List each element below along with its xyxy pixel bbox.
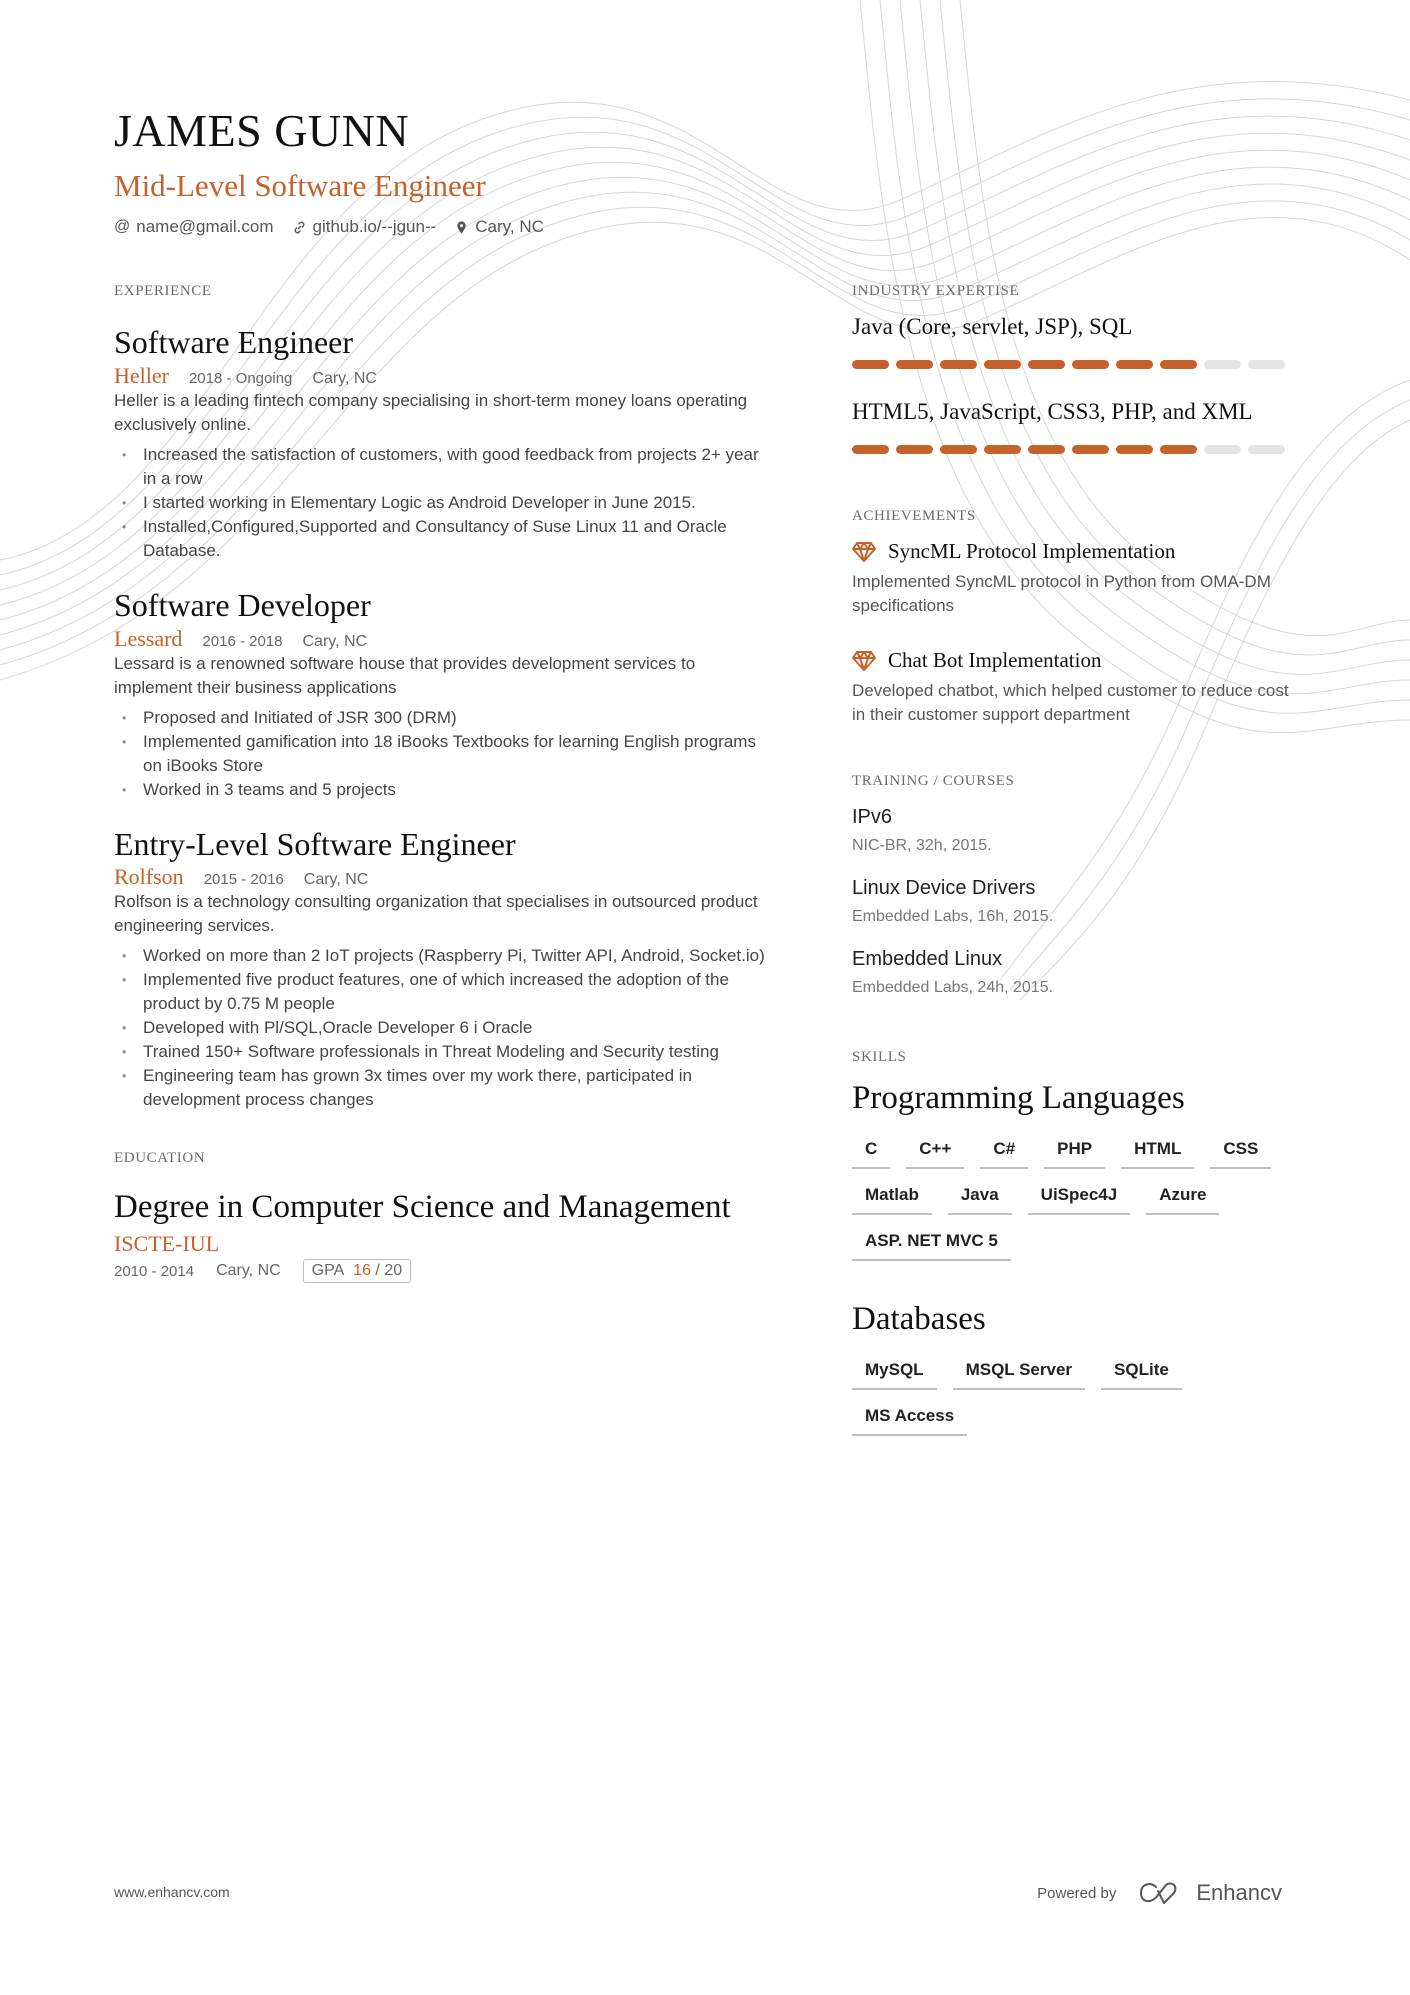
gpa-separator: /: [370, 1262, 385, 1280]
achievement-item: [852, 539, 1292, 618]
job-title: Software Developer: [114, 586, 371, 623]
left-column: [114, 283, 774, 1283]
job-title: Entry-Level Software Engineer: [114, 825, 516, 862]
bullet-item: • Worked on more than 2 IoT projects (Raspberry Pi, Twitter API, Android, Socket.io): [114, 944, 774, 968]
skill-tag: C: [852, 1139, 890, 1169]
course-meta: NIC-BR, 32h, 2015.: [852, 837, 992, 854]
footer-branding: [1037, 1880, 1282, 1906]
education-dates: 2010 - 2014: [114, 1262, 195, 1280]
skill-tag: PHP: [1044, 1139, 1105, 1169]
bullet-item: • I started working in Elementary Logic as Android Developer in June 2015.: [114, 491, 774, 515]
skill-tag: MySQL: [852, 1360, 937, 1390]
gpa-label: GPA: [311, 1262, 345, 1280]
expertise-name: Java (Core, servlet, JSP), SQL: [852, 314, 1133, 339]
training-section: [852, 773, 1292, 997]
skill-tags: [852, 1360, 1292, 1436]
skill-tag: UiSpec4J: [1028, 1185, 1131, 1215]
job-bullets: [114, 706, 774, 802]
expertise-item: [852, 314, 1292, 369]
company-description: Heller is a leading fintech company specialising in short-term money loans operating exclusively online.: [114, 390, 748, 434]
skills-section: [852, 1049, 1292, 1436]
enhancv-logo-icon: [1138, 1881, 1186, 1905]
job-entry: [114, 324, 774, 563]
achievement-title: Chat Bot Implementation: [888, 648, 1102, 672]
education-location: Cary, NC: [216, 1262, 281, 1280]
company-name: Lessard: [114, 625, 183, 651]
bullet-item: • Developed with Pl/SQL,Oracle Developer 6 i Oracle: [114, 1016, 774, 1040]
right-column: [852, 283, 1292, 1436]
skill-tag: Azure: [1146, 1185, 1219, 1215]
brand-name: Enhancv: [1196, 1880, 1282, 1905]
course-name: Embedded Linux: [852, 948, 1003, 970]
skill-tags: [852, 1139, 1292, 1261]
course-name: Linux Device Drivers: [852, 877, 1036, 899]
course-meta: Embedded Labs, 24h, 2015.: [852, 979, 1054, 996]
gpa-badge: [303, 1259, 411, 1283]
job-bullets: [114, 944, 774, 1112]
skill-tag: C#: [980, 1139, 1028, 1169]
diamond-icon: [852, 541, 876, 563]
achievement-description: Developed chatbot, which helped customer to reduce cost in their customer support department: [852, 681, 1289, 724]
achievement-item: [852, 648, 1292, 727]
bullet-item: • Engineering team has grown 3x times over my work there, participated in development process changes: [114, 1064, 774, 1112]
achievement-title: SyncML Protocol Implementation: [888, 539, 1176, 563]
skill-tag: CSS: [1210, 1139, 1271, 1169]
expertise-level-bar: [852, 360, 1292, 369]
company-description: Lessard is a renowned software house that provides development services to implement their business applications: [114, 653, 696, 697]
section-label-experience: EXPERIENCE: [114, 283, 212, 299]
contact-info: [114, 217, 544, 237]
skill-tag: ASP. NET MVC 5: [852, 1231, 1011, 1261]
company-description: Rolfson is a technology consulting organization that specialises in outsourced product engineering services.: [114, 892, 758, 936]
job-bullets: [114, 443, 774, 563]
candidate-name: JAMES GUNN: [114, 105, 410, 156]
job-entry: [114, 587, 774, 802]
section-label-achievements: ACHIEVEMENTS: [852, 508, 976, 524]
skill-tag: MS Access: [852, 1406, 967, 1436]
skill-tag: Java: [948, 1185, 1012, 1215]
job-dates: 2018 - Ongoing: [188, 369, 293, 387]
job-dates: 2016 - 2018: [202, 632, 283, 650]
bullet-item: • Proposed and Initiated of JSR 300 (DRM): [114, 706, 774, 730]
location-text: Cary, NC: [475, 217, 544, 236]
link-text: github.io/--jgun--: [312, 217, 437, 236]
education-section: [114, 1150, 774, 1283]
contact-location: [454, 217, 544, 237]
section-label-skills: SKILLS: [852, 1049, 907, 1065]
expertise-item: [852, 399, 1292, 454]
job-location: Cary, NC: [302, 632, 368, 650]
skill-tag: Matlab: [852, 1185, 932, 1215]
gpa-max: 20: [384, 1262, 403, 1280]
bullet-item: • Installed,Configured,Supported and Consultancy of Suse Linux 11 and Oracle Database.: [114, 515, 774, 563]
footer-website-link[interactable]: www.enhancv.com: [114, 1884, 230, 1900]
company-name: Rolfson: [114, 864, 184, 890]
job-location: Cary, NC: [303, 871, 369, 889]
job-dates: 2015 - 2016: [203, 871, 284, 889]
course-item: [852, 806, 1292, 855]
contact-email[interactable]: [114, 217, 274, 237]
powered-by-label: Powered by: [1037, 1884, 1117, 1902]
course-name: IPv6: [852, 806, 893, 828]
course-meta: Embedded Labs, 16h, 2015.: [852, 908, 1054, 925]
job-title: Software Engineer: [114, 324, 354, 360]
school-name: ISCTE-IUL: [114, 1231, 220, 1257]
bullet-item: • Implemented gamification into 18 iBooks Textbooks for learning English programs on iBooks Store: [114, 730, 774, 778]
bullet-item: • Implemented five product features, one of which increased the adoption of the product by 0.75 M people: [114, 968, 774, 1016]
degree-title: Degree in Computer Science and Management: [114, 1189, 731, 1226]
course-item: [852, 877, 1292, 926]
skill-group-title: Databases: [852, 1301, 986, 1337]
expertise-level-bar: [852, 445, 1292, 454]
gpa-value: 16: [353, 1262, 371, 1280]
skill-tag: C++: [906, 1139, 964, 1169]
skill-tag: MSQL Server: [953, 1360, 1085, 1390]
at-icon: @: [114, 218, 131, 235]
company-name: Heller: [114, 362, 169, 388]
achievement-description: Implemented SyncML protocol in Python from OMA-DM specifications: [852, 572, 1271, 615]
bullet-item: • Increased the satisfaction of customers, with good feedback from projects 2+ year in a row: [114, 443, 774, 491]
email-text: name@gmail.com: [136, 217, 274, 236]
section-label-training: TRAINING / COURSES: [852, 773, 1015, 789]
expertise-name: HTML5, JavaScript, CSS3, PHP, and XML: [852, 399, 1253, 424]
course-item: [852, 948, 1292, 997]
section-label-industry-expertise: INDUSTRY EXPERTISE: [852, 283, 1020, 299]
location-pin-icon: [454, 220, 469, 235]
diamond-icon: [852, 650, 876, 672]
candidate-title: Mid-Level Software Engineer: [114, 168, 486, 203]
section-label-education: EDUCATION: [114, 1150, 206, 1167]
bullet-item: • Worked in 3 teams and 5 projects: [114, 778, 774, 802]
brand-logo[interactable]: [1138, 1880, 1282, 1906]
contact-link[interactable]: [292, 217, 437, 237]
achievements-section: [852, 508, 1292, 727]
skill-tag: SQLite: [1101, 1360, 1182, 1390]
job-entry: [114, 826, 774, 1113]
link-icon: [292, 220, 307, 235]
bullet-item: • Trained 150+ Software professionals in Threat Modeling and Security testing: [114, 1040, 774, 1064]
skill-tag: HTML: [1121, 1139, 1194, 1169]
job-location: Cary, NC: [312, 369, 377, 387]
skill-group-title: Programming Languages: [852, 1080, 1185, 1116]
